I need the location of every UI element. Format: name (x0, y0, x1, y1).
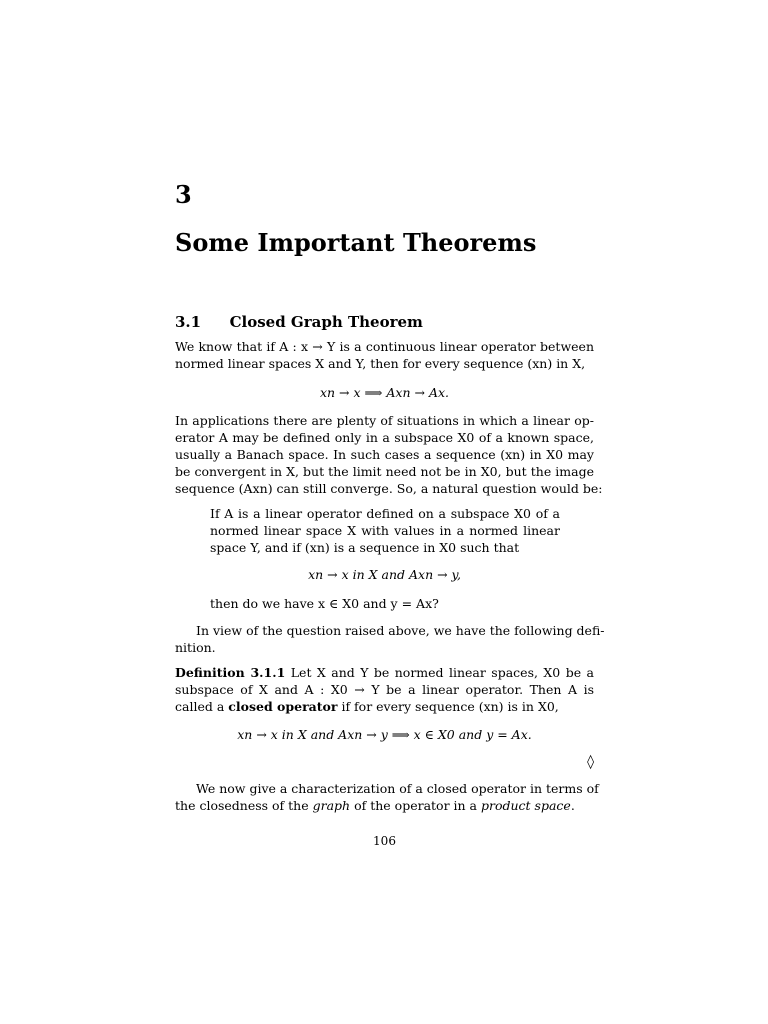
question-equation: xn → x in X and Axn → y, (308, 567, 461, 582)
para2-line-1: In applications there are plenty of situations in which a linear op- (175, 413, 594, 428)
para3-line-1: In view of the question raised above, we have the following defi- (196, 623, 605, 638)
applications-paragraph (175, 412, 603, 497)
definition-line-3-pre: called a (175, 699, 225, 714)
definition-term: closed operator (228, 699, 338, 714)
question-block (210, 505, 560, 556)
para4-line-2-mid: of the operator in a (354, 798, 477, 813)
transition-paragraph (175, 622, 605, 656)
question-conclusion (210, 595, 560, 612)
page-number: 106 (373, 834, 396, 848)
para4-line-1: We now give a characterization of a closed operator in terms of (196, 781, 599, 796)
para4-line-2-end: . (570, 798, 575, 813)
para3-line-2: nition. (175, 640, 216, 655)
question-line-2: normed linear space X with values in a normed linear (210, 523, 560, 538)
definition-block (175, 664, 594, 715)
para4-line-2-pre: the closedness of the (175, 798, 309, 813)
characterization-paragraph (175, 780, 599, 814)
section-number: 3.1 (175, 313, 202, 331)
section-heading (175, 313, 423, 331)
graph-term: graph (312, 798, 351, 813)
section-title: Closed Graph Theorem (229, 313, 423, 331)
end-of-definition-mark: ◊ (587, 754, 594, 770)
definition-line-1: Let X and Y be normed linear spaces, X0 be a (290, 665, 594, 680)
intro-line-2: normed linear spaces X and Y, then for every sequence (xn) in X, (175, 356, 586, 371)
question-line-4: then do we have x ∈ X0 and y = Ax? (210, 596, 439, 611)
question-line-3: space Y, and if (xn) is a sequence in X0 such that (210, 540, 520, 555)
equation-1: xn → x ⟹ Axn → Ax. (319, 385, 450, 400)
para2-line-5: sequence (Axn) can still converge. So, a natural question would be: (175, 481, 603, 496)
definition-equation: xn → x in X and Axn → y ⟹ x ∈ X0 and y = Ax. (237, 727, 532, 742)
definition-label: Definition 3.1.1 (175, 665, 286, 680)
chapter-title: Some Important Theorems (175, 228, 537, 257)
para2-line-2: erator A may be defined only in a subspace X0 of a known space, (175, 430, 594, 445)
definition-line-2: subspace of X and A : X0 → Y be a linear operator. Then A is (175, 682, 594, 697)
intro-line-1: We know that if A : x → Y is a continuous linear operator between (175, 339, 594, 354)
intro-paragraph (175, 338, 594, 372)
definition-line-3-post: if for every sequence (xn) is in X0, (341, 699, 559, 714)
para2-line-3: usually a Banach space. In such cases a sequence (xn) in X0 may (175, 447, 594, 462)
product-space-term: product space (480, 798, 571, 813)
para2-line-4: be convergent in X, but the limit need not be in X0, but the image (175, 464, 594, 479)
question-line-1: If A is a linear operator defined on a subspace X0 of a (210, 506, 560, 521)
chapter-number: 3 (175, 180, 192, 209)
